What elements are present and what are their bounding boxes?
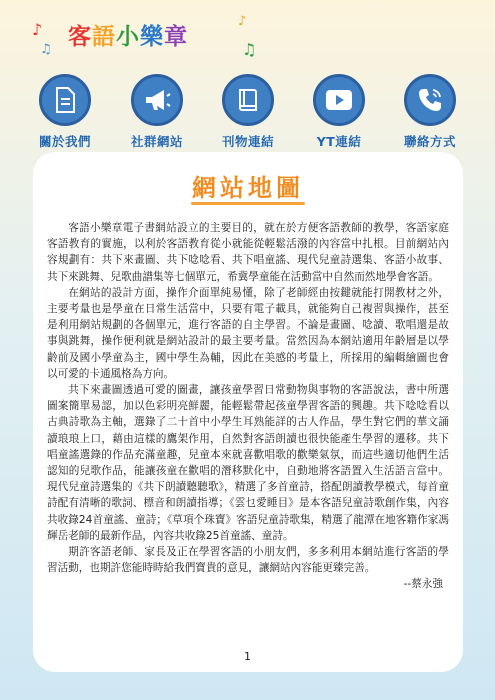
music-note-icon: ♪ bbox=[238, 14, 247, 29]
nav-icon-circle bbox=[404, 74, 456, 126]
page-title: 網站地圖 bbox=[192, 174, 304, 202]
page-number: 1 bbox=[244, 650, 251, 663]
nav-label: 聯絡方式 bbox=[403, 134, 456, 149]
phone-icon bbox=[417, 87, 443, 113]
nav-item-youtube[interactable] bbox=[296, 74, 382, 150]
nav-icon-circle bbox=[131, 74, 183, 126]
nav-item-publications[interactable] bbox=[205, 74, 291, 150]
nav-item-social[interactable] bbox=[114, 74, 200, 150]
logo-char: 小 bbox=[116, 24, 140, 50]
paragraph: 客語小樂章電子書網站設立的主要目的，就在於方便客語教師的教學，客語家庭客語教育的實施，以利於客語教育從小就能從輕鬆活潑的內容當中扎根。目前網站內容規劃有：共下來畫圖、共下唸唸看、共下唱童謠、現代兒童詩選集、客語小故事、共下來跳舞、兒歌曲譜集等七個單元，希冀學童能在活動當中自然而然地學會客語。 bbox=[47, 222, 449, 283]
nav-label: 關於我們 bbox=[38, 134, 91, 149]
paragraph: 期許客語老師、家長及正在學習客語的小朋友們，多多利用本網站進行客語的學習活動，也期許您能時時給我們寶貴的意見，讓網站內容能更臻完善。 bbox=[47, 546, 449, 575]
logo-char: 語 bbox=[92, 24, 116, 50]
nav-label: YT連結 bbox=[316, 134, 362, 149]
site-logo[interactable] bbox=[68, 18, 188, 51]
nav-label: 社群網站 bbox=[130, 134, 183, 149]
music-note-icon: ♪ bbox=[32, 20, 43, 39]
nav-item-contact[interactable] bbox=[387, 74, 473, 150]
nav-icon-circle bbox=[39, 74, 91, 126]
megaphone-icon bbox=[143, 87, 171, 113]
logo-char: 樂 bbox=[140, 24, 164, 50]
logo-char: 客 bbox=[68, 24, 92, 50]
title-underline bbox=[191, 202, 305, 205]
article-body bbox=[47, 220, 449, 593]
author-signature: --蔡永強 bbox=[403, 578, 443, 591]
nav-icon-circle bbox=[222, 74, 274, 126]
paragraph: 共下來畫圖透過可愛的圖畫，讓孩童學習日常動物與事物的客語說法，書中所選圖案簡單易認，加以色彩明亮鮮麗，能輕鬆帶起孩童學習客語的興趣。共下唸唸看以古典詩歌為主軸，選錄了二十首中小學生耳熟能詳的古人作品，學生對它們的華文誦讀琅琅上口，藉由這樣的鷹架作用，自然對客語朗讀也很快能產生學習的遷移。共下唱童謠選錄的作品充滿童趣，兒童本來就喜歡唱歌的歡樂氣氛，而這些適切他們生活認知的兒歌作品，能讓孩童在歡唱的潛移默化中，自動地將客語置入生活語言當中。現代兒童詩選集的《共下朗讀聽聽歌》，精選了多首童詩，搭配朗讀教學模式，每首童詩配有清晰的歌詞、標音和朗讀指導；《雲乜愛睡目》是本客語兒童詩歌創作集，內容共收錄24首童謠、童詩；《草項个珠寶》客語兒童詩歌集，精選了龍潭在地客籍作家馮輝岳老師的最新作品，內容共收錄25首童謠、童詩。 bbox=[47, 384, 449, 542]
header bbox=[0, 0, 495, 160]
nav-item-about[interactable] bbox=[22, 74, 108, 150]
paragraph: 在網站的設計方面，操作介面單純易懂，除了老師經由按鍵就能打開教材之外，主要考量也是學童在日常生活當中，只要有電子載具，就能夠自己複習與操作，甚至是利用網站規劃的各個單元，進行客語的自主學習。不論是畫圖、唸讀、歌唱還是故事與跳舞，操作便利就是網站設計的最主要考量。當然因為本網站適用年齡層是以學齡前及國小學童為主，國中學生為輔，因此在美感的考量上，所採用的編輯繪圖也會以可愛的卡通風格為方向。 bbox=[47, 286, 449, 380]
book-icon bbox=[236, 87, 260, 113]
play-icon bbox=[325, 89, 353, 111]
nav-label: 刊物連結 bbox=[221, 134, 274, 149]
document-icon bbox=[54, 87, 76, 113]
content-card bbox=[33, 152, 463, 672]
music-note-icon: ♫ bbox=[40, 42, 52, 57]
music-note-icon: ♫ bbox=[242, 40, 257, 59]
logo-char: 章 bbox=[164, 24, 188, 50]
nav-icon-circle bbox=[313, 74, 365, 126]
